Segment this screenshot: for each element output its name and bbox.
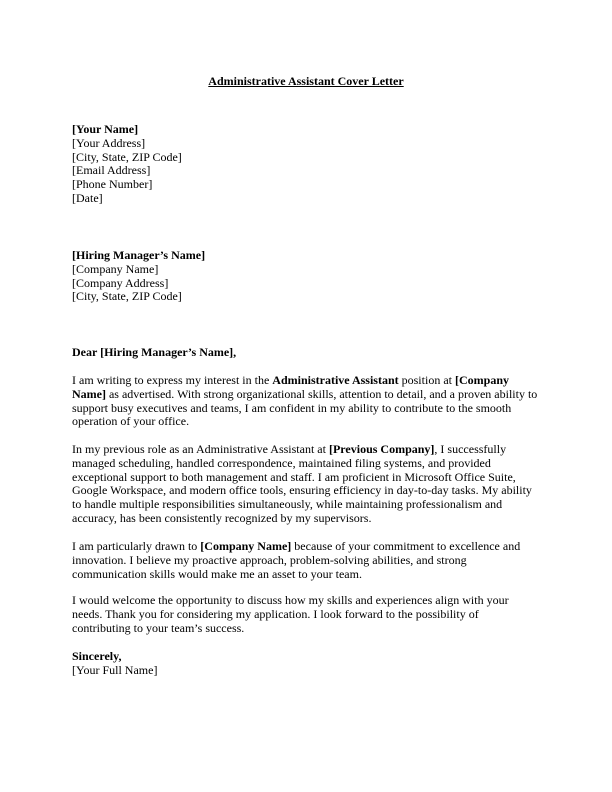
text-run: I am writing to express my interest in the — [72, 373, 273, 387]
paragraph-3-line-1 — [72, 540, 542, 554]
sender-city: [City, State, ZIP Code] — [72, 149, 182, 164]
salutation — [72, 346, 542, 360]
sender-phone: [Phone Number] — [72, 177, 153, 192]
company-placeholder: [Company — [454, 373, 509, 387]
paragraph-2-line-6: accuracy, has been consistently recognized by my supervisors. — [72, 510, 372, 525]
sender-block — [72, 123, 542, 206]
paragraph-1-line-3: support busy executives and teams, I am confident in my ability to contribute to the smooth — [72, 400, 512, 415]
sender-address: [Your Address] — [72, 135, 146, 150]
paragraph-4-line-3: contributing to your team’s success. — [72, 620, 245, 635]
recipient-company: [Company Name] — [72, 261, 159, 276]
paragraph-3-line-2: innovation. I believe my proactive approach, problem-solving abilities, and strong — [72, 552, 467, 567]
recipient-block — [72, 249, 542, 304]
paragraph-3 — [72, 540, 542, 581]
paragraph-4 — [72, 594, 542, 635]
paragraph-2 — [72, 443, 542, 526]
recipient-address: [Company Address] — [72, 275, 169, 290]
text-run: , I successfully — [434, 442, 507, 456]
paragraph-2-line-5: to handle multiple responsibilities simultaneously, while maintaining professionalism and — [72, 497, 503, 512]
sender-date: [Date] — [72, 190, 103, 205]
paragraph-1-line-4: operation of your office. — [72, 414, 190, 429]
closing-signoff: Sincerely, — [72, 649, 122, 663]
paragraph-1-line-1 — [72, 374, 542, 388]
paragraph-2-line-1 — [72, 443, 542, 457]
company-placeholder: [Company Name] — [200, 539, 292, 553]
position-title: Administrative Assistant — [272, 373, 399, 387]
paragraph-4-line-1: I would welcome the opportunity to discuss how my skills and experiences align with your — [72, 593, 509, 607]
text-run: position at — [398, 373, 455, 387]
text-run: as advertised. With strong organizational skills, attention to detail, and a proven ability to — [105, 386, 538, 401]
paragraph-1 — [72, 374, 542, 429]
salutation-text: Dear [Hiring Manager’s Name], — [72, 345, 237, 359]
text-run: I am particularly drawn to — [72, 539, 201, 553]
paragraph-2-line-2: managed scheduling, handled correspondence, maintained filing systems, and provided — [72, 455, 491, 470]
paragraph-2-line-3: exceptional support to both management and staff. I am proficient in Microsoft Office Suite, — [72, 469, 516, 484]
company-placeholder: Name] — [72, 386, 106, 401]
recipient-name: [Hiring Manager’s Name] — [72, 248, 206, 262]
page-title: Administrative Assistant Cover Letter — [208, 74, 404, 88]
recipient-city: [City, State, ZIP Code] — [72, 289, 182, 304]
closing-block — [72, 650, 542, 678]
closing-name: [Your Full Name] — [72, 662, 158, 677]
paragraph-2-line-4: Google Workspace, and modern office tools, ensuring efficiency in day-to-day tasks. My ability — [72, 483, 532, 498]
paragraph-3-line-3: communication skills would make me an asset to your team. — [72, 566, 362, 581]
text-run: In my previous role as an Administrative Assistant at — [72, 442, 329, 456]
previous-company-placeholder: [Previous Company] — [328, 442, 435, 456]
paragraph-4-line-2: needs. Thank you for considering my application. I look forward to the possibility of — [72, 606, 479, 621]
paragraph-1-line-2 — [72, 388, 542, 402]
sender-email: [Email Address] — [72, 163, 151, 178]
sender-name: [Your Name] — [72, 122, 139, 136]
text-run: because of your commitment to excellence and — [291, 539, 521, 553]
